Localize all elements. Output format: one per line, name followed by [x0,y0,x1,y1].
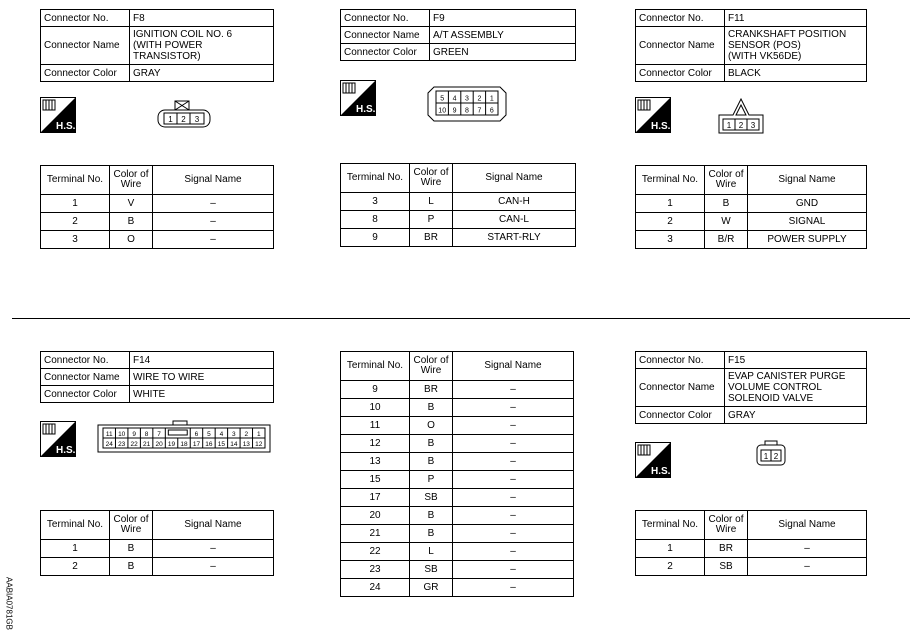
pin-label: 3 [465,95,469,103]
label-connector-color: Connector Color [41,386,130,403]
pin-label: 10 [438,107,447,115]
pin-label: 6 [194,431,199,438]
pin-label: 1 [726,121,732,130]
connector-name-line: IGNITION COIL NO. 6 [133,29,233,40]
header-terminal-no: Terminal No. [341,352,410,381]
hs-label: H.S. [356,104,375,115]
table-row: 3 B/R POWER SUPPLY [636,231,867,249]
connector-info-f9 [340,9,576,61]
connector-info-f11 [635,9,867,82]
pin-label: 14 [230,441,238,448]
harness-side-icon [635,442,671,478]
harness-side-icon [340,80,376,116]
connector-info-f8 [40,9,274,82]
header-terminal-no: Terminal No. [341,164,410,193]
header-signal-name: Signal Name [748,511,867,540]
terminal-table-f14-continued [340,351,574,597]
label-connector-no: Connector No. [41,352,130,369]
pin-label: 9 [452,107,457,115]
connector-no: F8 [130,10,274,27]
pin-label: 11 [105,431,113,438]
pin-label: 2 [773,452,779,461]
connector-name-line: (WITH POWER [133,40,203,51]
header-signal-name: Signal Name [153,166,274,195]
pin-label: 5 [207,431,211,438]
table-row: 8 P CAN-L [341,211,576,229]
pin-label: 1 [256,431,261,438]
pin-label: 3 [232,431,236,438]
connector-color: BLACK [725,65,867,82]
table-row: 2 SB – [636,558,867,576]
pin-label: 4 [219,431,224,438]
connector-name: A/T ASSEMBLY [430,27,576,44]
label-connector-no: Connector No. [341,10,430,27]
header-color-of-wire: Color of Wire [705,166,748,195]
table-row: 3 L CAN-H [341,193,576,211]
pin-label: 9 [132,431,136,438]
label-connector-color: Connector Color [636,407,725,424]
label-connector-name: Connector Name [41,27,130,65]
label-connector-name: Connector Name [636,369,725,407]
table-row: 9 BR – [341,381,574,399]
label-connector-name: Connector Name [41,369,130,386]
label-connector-color: Connector Color [41,65,130,82]
table-row: 15 P – [341,471,574,489]
figure-id: AABIA0781GB [4,577,14,630]
connector-info-f14 [40,351,274,403]
connector-face-f15 [756,440,786,466]
pin-label: 19 [167,441,176,448]
header-signal-name: Signal Name [153,511,274,540]
label-connector-no: Connector No. [41,10,130,27]
label-connector-no: Connector No. [636,352,725,369]
pin-label: 24 [105,441,113,448]
pin-label: 8 [465,107,469,115]
hs-label: H.S. [56,121,75,132]
connector-face-f14 [97,420,271,454]
table-row: 13 B – [341,453,574,471]
connector-color: WHITE [130,386,274,403]
pin-label: 1 [168,115,173,124]
header-terminal-no: Terminal No. [41,166,110,195]
pin-label: 8 [144,431,149,438]
header-terminal-no: Terminal No. [636,166,705,195]
table-row: 12 B – [341,435,574,453]
hs-label: H.S. [56,445,75,456]
label-connector-name: Connector Name [341,27,430,44]
terminal-table-f8 [40,165,274,249]
pin-label: 7 [157,431,161,438]
connector-face-f8 [157,100,211,130]
terminal-table-f14 [40,510,274,576]
table-row: 1 V – [41,195,274,213]
table-row: 1 B GND [636,195,867,213]
terminal-table-f11 [635,165,867,249]
hs-label: H.S. [651,121,670,132]
table-row: 2 W SIGNAL [636,213,867,231]
pin-label: 20 [155,441,163,448]
pin-label: 18 [180,441,188,448]
table-row: 3 O – [41,231,274,249]
pin-label: 7 [477,107,482,115]
table-row: 22 L – [341,543,574,561]
connector-name-line: SOLENOID VALVE [728,393,814,404]
table-row: 9 BR START-RLY [341,229,576,247]
table-row: 11 O – [341,417,574,435]
connector-no: F15 [725,352,867,369]
header-signal-name: Signal Name [453,164,576,193]
pin-label: 6 [489,107,494,115]
hs-label: H.S. [651,466,670,477]
connector-no: F9 [430,10,576,27]
terminal-table-f15 [635,510,867,576]
connector-color: GRAY [725,407,867,424]
connector-color: GREEN [430,44,576,61]
table-row: 20 B – [341,507,574,525]
pin-label: 12 [255,441,263,448]
connector-name-line: VOLUME CONTROL [728,382,822,393]
terminal-table-f9 [340,163,576,247]
pin-label: 1 [489,95,494,103]
table-row: 2 B – [41,558,274,576]
table-row: 24 GR – [341,579,574,597]
connector-no: F14 [130,352,274,369]
header-color-of-wire: Color of Wire [110,166,153,195]
section-divider [12,318,910,319]
pin-label: 23 [118,441,126,448]
pin-label: 22 [130,441,138,448]
connector-info-f15 [635,351,867,424]
connector-name-line: (WITH VK56DE) [728,51,802,62]
table-row: 21 B – [341,525,574,543]
header-signal-name: Signal Name [748,166,867,195]
connector-color: GRAY [130,65,274,82]
pin-label: 16 [205,441,213,448]
pin-label: 2 [477,95,482,103]
harness-side-icon [40,421,76,457]
pin-label: 10 [118,431,126,438]
table-row: 2 B – [41,213,274,231]
connector-name-line: CRANKSHAFT POSITION [728,29,847,40]
header-signal-name: Signal Name [453,352,574,381]
table-row: 1 B – [41,540,274,558]
connector-name-line: SENSOR (POS) [728,40,801,51]
header-color-of-wire: Color of Wire [705,511,748,540]
pin-label: 5 [440,95,445,103]
pin-label: 21 [142,441,151,448]
pin-label: 13 [242,441,250,448]
pin-label: 2 [738,121,744,130]
pin-label: 2 [244,431,249,438]
label-connector-color: Connector Color [636,65,725,82]
table-row: 17 SB – [341,489,574,507]
connector-name: WIRE TO WIRE [130,369,274,386]
label-connector-name: Connector Name [636,27,725,65]
header-color-of-wire: Color of Wire [410,352,453,381]
label-connector-no: Connector No. [636,10,725,27]
table-row: 1 BR – [636,540,867,558]
label-connector-color: Connector Color [341,44,430,61]
connector-no: F11 [725,10,867,27]
pin-label: 3 [194,115,200,124]
table-row: 10 B – [341,399,574,417]
header-color-of-wire: Color of Wire [410,164,453,193]
connector-name-line: EVAP CANISTER PURGE [728,371,846,382]
header-color-of-wire: Color of Wire [110,511,153,540]
harness-side-icon [40,97,76,133]
pin-label: 1 [763,452,769,461]
table-row: 23 SB – [341,561,574,579]
pin-label: 4 [452,95,457,103]
header-terminal-no: Terminal No. [636,511,705,540]
pin-label: 17 [192,441,201,448]
pin-label: 15 [217,441,226,448]
pin-label: 3 [750,121,756,130]
connector-face-f11 [715,97,767,137]
header-terminal-no: Terminal No. [41,511,110,540]
pin-label: 2 [181,115,186,124]
connector-name-line: TRANSISTOR) [133,51,201,62]
harness-side-icon [635,97,671,133]
connector-face-f9 [426,85,508,123]
